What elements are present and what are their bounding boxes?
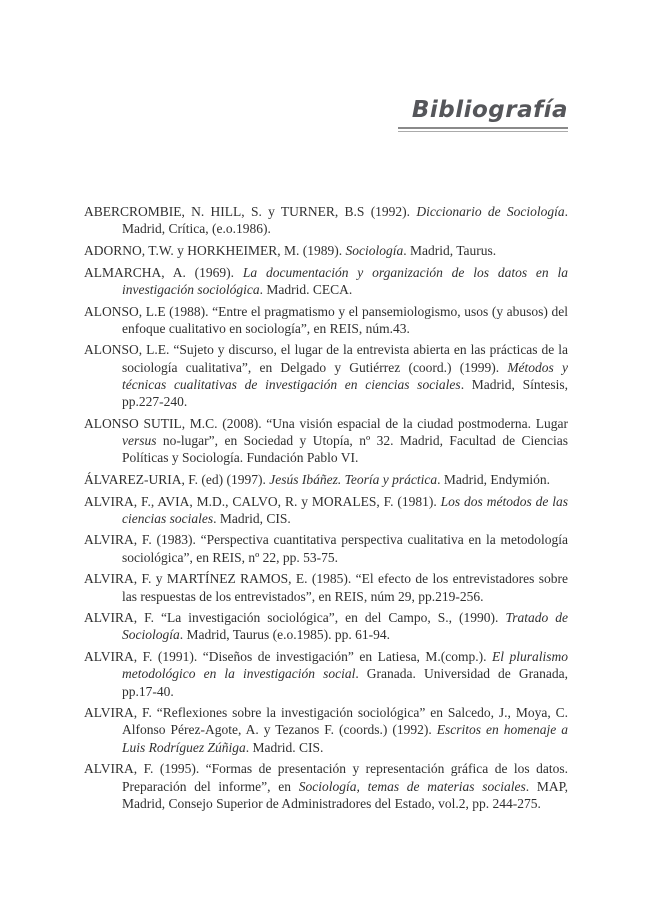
entry-segment: . Madrid. CECA. xyxy=(259,281,353,297)
header-rule-bottom-line xyxy=(398,131,568,132)
entry-segment-italic: El pluralismo metodológico en la investigación social xyxy=(122,649,568,682)
entry-segment-italic: Tratado de Sociología xyxy=(122,610,568,643)
bibliography-entry xyxy=(84,415,568,467)
entry-segment: ALONSO, L.E (1988). “Entre el pragmatismo y el pansemiologismo, usos (y abusos) del enfoque cualitativo en sociología”, en REIS, núm.43. xyxy=(84,303,568,336)
entry-segment-italic: La documentación y organización de los datos en la investigación sociológica xyxy=(122,264,568,297)
bibliography-entry xyxy=(84,341,568,410)
page-title: Bibliografía xyxy=(411,97,568,123)
chapter-header xyxy=(0,97,568,132)
entry-segment: ALVIRA, F. (1995). “Formas de presentación y representación gráfica de los datos. Preparación del informe”, en xyxy=(84,761,568,794)
entry-segment: . Madrid, Taurus (e.o.1985). pp. 61-94. xyxy=(179,627,391,643)
entry-segment: ALVIRA, F. (1991). “Diseños de investigación” en Latiesa, M.(comp.). xyxy=(84,649,493,665)
entry-segment: . Madrid, Síntesis, pp.227-240. xyxy=(122,376,568,410)
bibliography-entry xyxy=(84,264,568,298)
header-rule-top-line xyxy=(398,127,568,129)
entry-segment-italic: Escritos en homenaje a Luis Rodríguez Zúñiga xyxy=(122,722,568,755)
entry-segment: ABERCROMBIE, N. HILL, S. y TURNER, B.S (1992). xyxy=(84,204,417,219)
entry-segment: ALMARCHA, A. (1969). xyxy=(84,264,243,280)
entry-segment: ALVIRA, F. “La investigación sociológica”, en del Campo, S., (1990). xyxy=(84,610,506,626)
entry-segment: ADORNO, T.W. y HORKHEIMER, M. (1989). xyxy=(84,242,346,258)
bibliography-entry xyxy=(84,609,568,643)
entry-segment: . Madrid, Endymión. xyxy=(437,471,551,487)
entry-segment: . Madrid, CIS. xyxy=(213,510,291,526)
bibliography-entry xyxy=(84,303,568,337)
entry-segment: no-lugar”, en Sociedad y Utopía, nº 32. Madrid, Facultad de Ciencias Políticas y Sociología. Fundación Pablo VI. xyxy=(122,432,568,466)
entry-segment: ALVIRA, F., AVIA, M.D., CALVO, R. y MORALES, F. (1981). xyxy=(84,493,441,509)
entry-segment: . MAP, Madrid, Consejo Superior de Administradores del Estado, vol.2, pp. 244-275. xyxy=(122,778,569,811)
entry-segment-italic: versus xyxy=(122,432,157,448)
entry-segment: . Madrid, Taurus. xyxy=(403,242,497,258)
entry-segment: ALVIRA, F. “Reflexiones sobre la investigación sociológica” en Salcedo, J., Moya, C. Alfonso Pérez-Agote, A. y Tezanos F. (coords.) (1992). xyxy=(84,705,568,738)
entry-segment: ÁLVAREZ-URIA, F. (ed) (1997). xyxy=(84,471,270,487)
entry-segment: ALONSO, L.E. “Sujeto y discurso, el lugar de la entrevista abierta en las prácticas de la sociología cualitativa”, en Delgado y Gutiérrez (coord.) (1999). xyxy=(84,342,568,375)
entry-segment: ALVIRA, F. y MARTÍNEZ RAMOS, E. (1985). “El efecto de los entrevistadores sobre las respuestas de los entrevistados”, en REIS, núm 29, pp.219-256. xyxy=(84,571,568,604)
bibliography-entry xyxy=(84,493,568,527)
bibliography-entry xyxy=(84,760,568,812)
header-double-rule xyxy=(398,127,568,132)
entry-segment-italic: Jesús Ibáñez. Teoría y práctica xyxy=(269,471,438,487)
entry-segment: . Granada. Universidad de Granada, pp.17-40. xyxy=(122,666,568,699)
entry-segment: ALVIRA, F. (1983). “Perspectiva cuantitativa perspectiva cualitativa en la metodología sociológica”, en REIS, nº 22, pp. 53-75. xyxy=(84,532,568,565)
entry-segment-italic: Diccionario de Sociología xyxy=(416,204,565,219)
bibliography-entry xyxy=(84,570,568,604)
bibliography-entry xyxy=(84,648,568,700)
entry-segment-italic: Sociología xyxy=(345,242,404,258)
entry-segment-italic: Métodos y técnicas cualitativas de investigación en ciencias sociales xyxy=(122,359,568,392)
bibliography-entry xyxy=(84,704,568,756)
entry-segment-italic: Sociología, temas de materias sociales xyxy=(298,778,526,794)
bibliography-entry xyxy=(84,242,568,259)
entry-segment-italic: Los dos métodos de las ciencias sociales xyxy=(122,493,568,526)
entry-segment: ALONSO SUTIL, M.C. (2008). “Una visión espacial de la ciudad postmoderna. Lugar xyxy=(84,415,568,431)
bibliography-entry xyxy=(84,471,568,488)
entry-segment: . Madrid. CIS. xyxy=(245,739,324,755)
bibliography-entry xyxy=(84,531,568,565)
bibliography-entry xyxy=(84,203,568,237)
bibliography-list xyxy=(84,203,568,817)
entry-segment: . Madrid, Crítica, (e.o.1986). xyxy=(122,204,568,237)
